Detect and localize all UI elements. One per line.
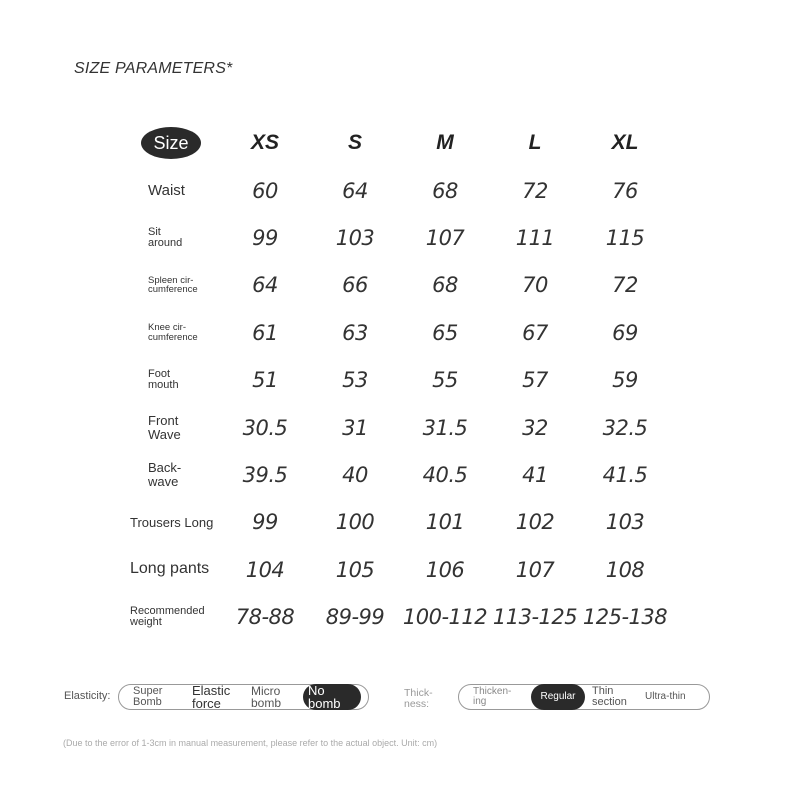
- table-cell: 41.5: [602, 463, 648, 488]
- table-cell: 40.5: [422, 463, 468, 488]
- table-row: [128, 214, 670, 261]
- table-cell: 63: [342, 320, 368, 345]
- row-label-recommended-weight: Recommended weight: [130, 604, 205, 629]
- elasticity-option-no-bomb: No bomb: [303, 684, 361, 710]
- row-label-sit-around: Sit around: [148, 225, 183, 250]
- thickness-scale: [458, 684, 710, 710]
- table-cell: 125-138: [582, 605, 668, 630]
- size-header-s: S: [347, 131, 362, 154]
- table-cell: 57: [522, 368, 548, 393]
- table-header-row: [128, 119, 670, 167]
- table-cell: 78-88: [235, 605, 295, 630]
- table-cell: 102: [515, 510, 555, 535]
- table-cell: 107: [425, 226, 465, 251]
- table-cell: 64: [252, 273, 278, 298]
- table-cell: 105: [335, 557, 375, 582]
- row-label-back-wave: Back- wave: [148, 460, 182, 490]
- elasticity-option-super-bomb: Super Bomb: [133, 685, 163, 708]
- table-row: [128, 451, 670, 498]
- table-cell: 76: [612, 178, 638, 203]
- table-cell: 32.5: [602, 415, 648, 440]
- table-row: [128, 309, 670, 356]
- elasticity-option-elastic-force: Elastic force: [192, 683, 231, 711]
- table-cell: 39.5: [242, 463, 288, 488]
- row-label-long-pants: Long pants: [130, 560, 210, 578]
- thickness-option-ultra-thin: Ultra-thin: [645, 691, 686, 702]
- table-cell: 99: [252, 510, 278, 535]
- size-header-xs: XS: [250, 131, 279, 154]
- row-label-trousers-long: Trousers Long: [130, 514, 214, 530]
- table-cell: 31: [342, 415, 368, 440]
- table-cell: 64: [342, 178, 368, 203]
- table-cell: 106: [425, 557, 465, 582]
- row-label-front-wave: Front Wave: [148, 413, 181, 442]
- size-header-l: L: [528, 131, 542, 154]
- table-cell: 61: [252, 320, 278, 345]
- page-title: SIZE PARAMETERS*: [74, 60, 233, 77]
- row-label-spleen-circumference: Spleen cir- cumference: [148, 274, 198, 296]
- table-row: [128, 546, 670, 593]
- table-cell: 65: [432, 320, 458, 345]
- table-row: [128, 167, 670, 214]
- table-cell: 72: [612, 273, 638, 298]
- size-header-badge: Size: [141, 127, 201, 159]
- table-cell: 70: [522, 273, 548, 298]
- table-cell: 115: [605, 226, 645, 251]
- table-cell: 40: [342, 463, 368, 488]
- table-cell: 68: [432, 178, 458, 203]
- table-cell: 32: [522, 415, 548, 440]
- row-label-foot-mouth: Foot mouth: [148, 367, 179, 392]
- table-cell: 108: [605, 557, 645, 582]
- row-label-knee-circumference: Knee cir- cumference: [148, 321, 198, 343]
- table-cell: 55: [432, 368, 458, 393]
- size-header-m: M: [436, 131, 454, 154]
- table-cell: 100: [335, 510, 375, 535]
- table-row: [128, 262, 670, 309]
- table-cell: 100-112: [402, 605, 488, 630]
- size-header-xl: XL: [611, 131, 639, 154]
- table-cell: 103: [605, 510, 645, 535]
- thickness-option-thickening: Thicken- ing: [473, 686, 512, 707]
- table-cell: 103: [335, 226, 375, 251]
- size-table: [128, 119, 670, 641]
- table-cell: 66: [342, 273, 368, 298]
- table-cell: 89-99: [325, 605, 385, 630]
- elasticity-option-micro-bomb: Micro bomb: [251, 684, 282, 710]
- table-cell: 51: [252, 368, 278, 393]
- table-cell: 113-125: [492, 605, 578, 630]
- thickness-option-thin-section: Thin section: [592, 685, 627, 708]
- measurement-note: (Due to the error of 1-3cm in manual measurement, please refer to the actual object. Unit: cm): [63, 738, 438, 748]
- table-cell: 30.5: [242, 415, 288, 440]
- table-cell: 60: [252, 178, 278, 203]
- table-cell: 107: [515, 557, 555, 582]
- table-cell: 67: [522, 320, 548, 345]
- table-cell: 59: [612, 368, 638, 393]
- table-cell: 31.5: [422, 415, 468, 440]
- table-cell: 68: [432, 273, 458, 298]
- table-row: [128, 357, 670, 404]
- table-cell: 104: [245, 557, 285, 582]
- table-cell: 41: [522, 463, 548, 488]
- table-row: [128, 594, 670, 641]
- table-cell: 111: [515, 226, 555, 251]
- elasticity-label: Elasticity:: [64, 690, 111, 702]
- row-label-waist: Waist: [148, 181, 185, 199]
- table-cell: 72: [522, 178, 548, 203]
- table-cell: 99: [252, 226, 278, 251]
- table-row: [128, 404, 670, 451]
- elasticity-scale: [118, 684, 369, 710]
- table-cell: 53: [342, 368, 368, 393]
- table-row: [128, 499, 670, 546]
- table-cell: 101: [425, 510, 465, 535]
- table-cell: 69: [612, 320, 638, 345]
- thickness-label: Thick- ness:: [404, 687, 433, 711]
- thickness-option-regular: Regular: [531, 684, 585, 710]
